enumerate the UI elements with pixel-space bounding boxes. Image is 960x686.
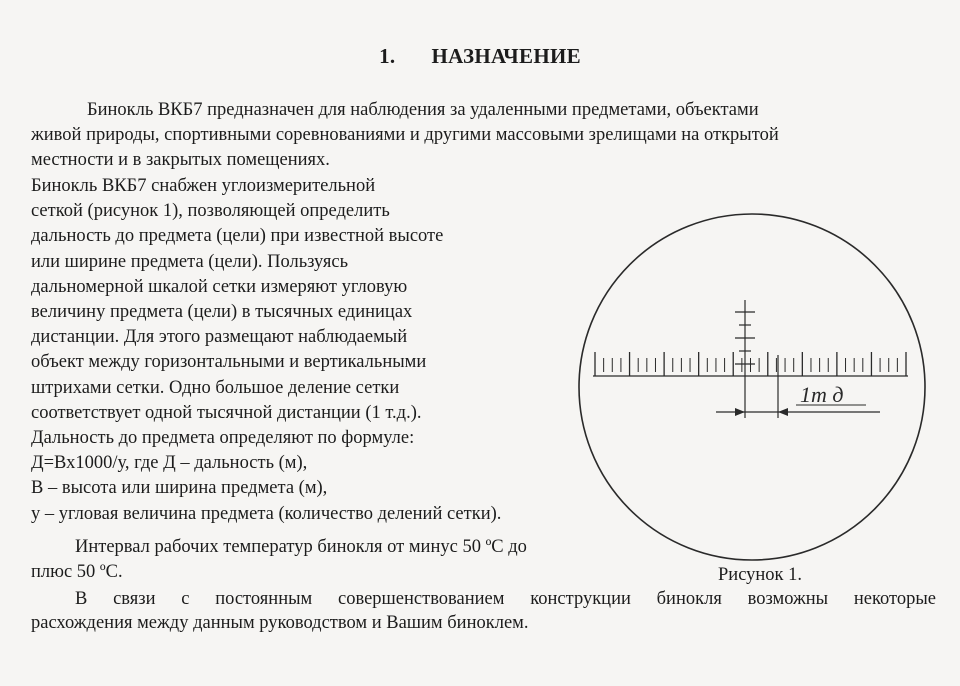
body-line: дальность до предмета (цели) при известной высоте <box>31 226 444 247</box>
body-line: штрихами сетки. Одно большое деление сетки <box>31 377 400 398</box>
body-line: дальномерной шкалой сетки измеряют угловую <box>31 276 408 297</box>
temperature-line-2: плюс 50 ºС. <box>31 562 123 582</box>
body-line: величину предмета (цели) в тысячных единицах <box>31 302 413 322</box>
body-line: у – угловая величина предмета (количество делений сетки). <box>31 503 502 524</box>
section-number: 1. <box>379 44 396 68</box>
arrow-right-icon <box>778 408 788 416</box>
body-line: объект между горизонтальными и вертикальными <box>31 352 427 373</box>
intro-line-1: Бинокль ВКБ7 предназначен для наблюдения за удаленными предметами, объектами <box>87 100 759 120</box>
body-line: В – высота или ширина предмета (м), <box>31 478 328 499</box>
intro-line-3: местности и в закрытых помещениях. <box>31 150 330 170</box>
body-line: Дальность до предмета определяют по формуле: <box>31 428 415 448</box>
temperature-line-1: Интервал рабочих температур бинокля от минус 50 ºС до <box>75 537 527 557</box>
body-line: Д=Вх1000/у, где Д – дальность (м), <box>31 453 308 474</box>
body-line: или ширине предмета (цели). Пользуясь <box>31 251 349 272</box>
body-line: соответствует одной тысячной дистанции (1 т.д.). <box>31 402 422 423</box>
figure-caption: Рисунок 1. <box>718 565 803 585</box>
intro-line-2: живой природы, спортивными соревнованиями и другими массовыми зрелищами на открытой <box>31 125 779 145</box>
body-line: дистанции. Для этого размещают наблюдаемый <box>31 327 408 348</box>
closing-line-1: В связи с постоянным совершенствованием конструкции бинокля возможны некоторые <box>75 589 936 609</box>
arrow-left-icon <box>735 408 745 416</box>
unit-label: 1т д <box>800 382 844 407</box>
reticle-circle <box>579 214 925 560</box>
body-line: Бинокль ВКБ7 снабжен углоизмерительной <box>31 176 376 196</box>
section-title: НАЗНАЧЕНИЕ <box>431 44 581 68</box>
closing-line-2: расхождения между данным руководством и Вашим биноклем. <box>31 613 529 633</box>
body-line: сеткой (рисунок 1), позволяющей определить <box>31 201 390 222</box>
